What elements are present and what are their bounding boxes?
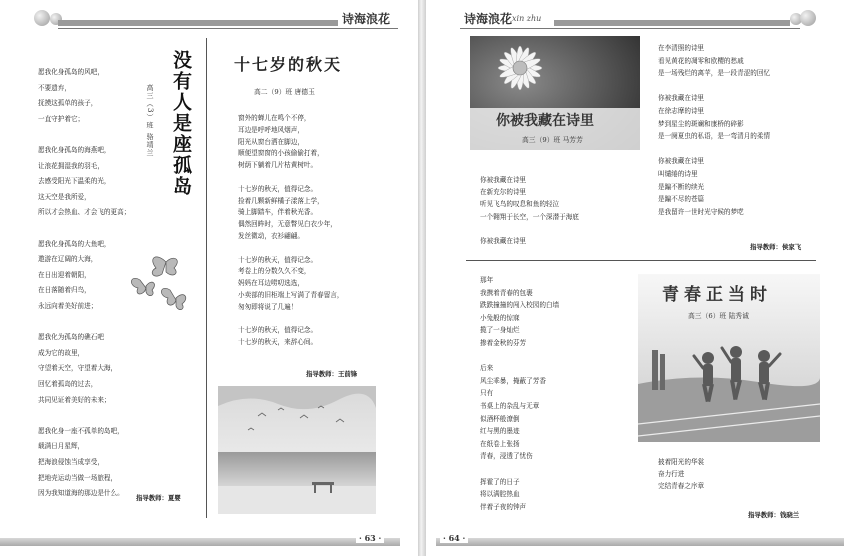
header-subtitle-right: xin zhu: [512, 14, 542, 23]
poem-line: 让浪花拥湿我的羽毛，: [38, 161, 104, 170]
poem-line: 你被我藏在诗里: [480, 176, 527, 184]
poem-line: 挥霍了的日子: [480, 477, 520, 486]
poem-line: 书桌上的杂乱与无章: [480, 402, 540, 410]
poem-line: 发丝微动，衣衫翩翩。: [238, 232, 304, 240]
poem-line: 所以才会热血、才会飞的更高；: [38, 208, 131, 217]
page-gutter: [418, 0, 426, 556]
poem-line: 愿我化身孤岛的海燕吧，: [38, 146, 111, 154]
header-underline-right: [460, 28, 800, 29]
poem-line: 小兔般的惊寐: [480, 313, 520, 322]
header-underline: [58, 28, 398, 29]
poem-line: 是蹁不断的续光: [658, 182, 705, 191]
poem-line: 你被我藏在诗里: [480, 237, 527, 245]
poem-line: 风尘乖暴，掩蔽了芳香: [480, 376, 546, 385]
poem-line: 是一场残烂的离苹，是一段青涩的回忆: [658, 69, 771, 78]
poem-line: 十七岁的秋天，值得记念。: [238, 326, 318, 335]
daisy-photo: [470, 36, 640, 150]
poem-line: 妈妈在耳边唠叨选选，: [238, 279, 304, 288]
poem-line: 奋力行进: [658, 470, 685, 479]
poem-line: 遨游在辽阔的大海，: [38, 255, 98, 264]
poem-line: 在李清照的诗里: [658, 44, 705, 52]
poem-line: 愿我化为孤岛的礁石吧: [38, 333, 104, 342]
poem-line: 你被我藏在诗里: [658, 157, 705, 166]
poem-line: 青春，浸透了忧伤: [480, 452, 533, 461]
poem-line: 把海浪侵蚀当成享受，: [38, 458, 104, 466]
poem1-title: 没有人是座孤岛: [170, 50, 192, 197]
poem2-credit: 指导教师：王前锋: [306, 370, 358, 378]
butterfly-icon: [126, 252, 192, 314]
poem-line: 阳光从窗台洒在脚边，: [238, 137, 304, 146]
poem-line: 披着阳光的华裳: [658, 458, 705, 466]
poem-line: 去感受阳光下温柔的光，: [38, 177, 111, 186]
left-page: [0, 0, 418, 556]
poem-line: 在纸卷上张扬: [480, 439, 520, 448]
poem3-byline: 高三（9）班 马芳芳: [522, 136, 583, 144]
poem-line: 似酒杯般潦倒: [480, 414, 520, 423]
poem-line: 一直守护着它；: [38, 114, 85, 123]
poem-line: 树荫下躺着几片枯黄树叶。: [238, 161, 318, 170]
poem2-byline: 高二（9）班 唐德玉: [254, 88, 315, 96]
poem-line: 十七岁的秋天，来辞心间。: [238, 338, 318, 347]
footer-page-number-right: · 64 ·: [440, 533, 468, 543]
poem-line: 是我留许一世时光守候的梦呓: [658, 207, 744, 216]
poem-line: 耳边是呼呼地风烟声，: [238, 125, 304, 134]
poem-line: 将以满腔热血: [480, 490, 520, 499]
poem-line: 共同见证着美好的未来；: [38, 395, 111, 404]
poem-line: 揽了一身灿烂: [480, 326, 520, 335]
poem2-title: 十七岁的秋天: [234, 55, 343, 74]
poem-line: 叫缱绻的诗里: [658, 170, 698, 178]
poem-line: 完结青春之序章: [658, 482, 705, 491]
poem-line: 十七岁的秋天，值得记念。: [238, 255, 318, 264]
poem1-credit: 指导教师：夏婴: [136, 494, 181, 502]
poem-line: 抚摸这孤单的孩子，: [38, 99, 98, 108]
poem4-title: 青春正当时: [662, 285, 772, 305]
poem-line: 守望着天空，守望着大海，: [38, 364, 118, 373]
column-divider: [206, 38, 207, 518]
poem3-credit: 指导教师：侯家飞: [750, 243, 802, 251]
poem-line: 红与黑的墨迹: [480, 427, 520, 436]
header-dot-large-right: [800, 10, 816, 26]
poem-line: 梦到星尘的斑斓和康桥的碎影: [658, 119, 744, 128]
poem-line: 十七岁的秋天，值得记念。: [238, 184, 318, 193]
poem-line: 在日出迎着朝阳，: [38, 270, 91, 279]
poem-line: 伴着子夜的钟声: [480, 502, 527, 511]
section-divider: [466, 260, 816, 261]
poem-line: 一个翱翔于长空，一个深潜于海底: [480, 212, 579, 221]
poem-line: 是蹁不尽的苍篇: [658, 195, 705, 204]
poem-line: 愿我化身孤岛的风吧，: [38, 68, 104, 76]
poem-line: 你被我藏在诗里: [658, 94, 705, 103]
poem-line: 匆匆即将说了几遍！: [238, 302, 298, 311]
poem-line: 窗外的蝉儿在鸣个不停，: [238, 114, 311, 122]
poem-line: 小卖部的旧柜端上写满了青春留言，: [238, 291, 344, 299]
poem-line: 骑上脚踏车，伴着秋光香。: [238, 208, 318, 217]
poem-line: 只有: [480, 389, 494, 398]
poem4-credit: 指导教师：钱晓兰: [748, 511, 800, 519]
poem-line: 那年: [480, 276, 494, 284]
poem-line: 愿我化身孤岛的大鱼吧，: [38, 239, 111, 248]
poem-line: 看见黄花的凋零和欧樱的愁戚: [658, 56, 744, 65]
footer-bar-left: [0, 538, 400, 546]
poem-line: 在徐志摩的诗里: [658, 107, 705, 115]
poem4-byline: 高三（6）班 陆秀诚: [688, 312, 749, 320]
poem-line: 掺着金秋的芬芳: [480, 339, 527, 347]
poem-line: 偶然回眸时，无意瞥见白衣少年，: [238, 220, 337, 229]
poem-line: 我携着青春的包裹: [480, 288, 533, 297]
poem1-byline: 高三（3）班 骆靖兰: [146, 84, 154, 157]
sea-bench-illustration: [218, 386, 376, 514]
poem-line: 考卷上的分数久久不变，: [238, 267, 311, 276]
poem-line: 在新充尔的诗里: [480, 188, 527, 197]
poem-line: 把地壳运动当做一场旅程，: [38, 473, 118, 482]
poem-line: 这天空是我所爱，: [38, 192, 91, 201]
header-bar-right: [554, 20, 790, 26]
poem-line: 成为它的故里，: [38, 348, 85, 357]
poem-line: 后来: [480, 364, 494, 373]
poem3-title: 你被我藏在诗里: [496, 113, 594, 129]
right-page: [426, 0, 844, 556]
poem-line: 因为我知道海的那边是什么。: [38, 489, 124, 498]
header-dot-large: [34, 10, 50, 26]
header-title-right: 诗海浪花: [460, 10, 516, 27]
poem-line: 跌跌撞撞的闯入校园的白墙: [480, 301, 560, 310]
poem-line: 愿我化身一座不孤单的岛吧，: [38, 426, 124, 435]
poem-line: 捡着几颗新鲜橘子漾落上学，: [238, 196, 324, 205]
poem-line: 永远向着美好前进；: [38, 302, 98, 310]
poem-line: 回忆着孤岛的过去，: [38, 380, 98, 388]
footer-page-number-left: · 63 ·: [356, 533, 384, 543]
poem-line: 听见飞鸟的叹息和鱼的轻泣: [480, 200, 560, 209]
poem-line: 是一阕夏虫的私语，是一弯清月的柔情: [658, 132, 771, 141]
poem-line: 不要遗弃，: [38, 83, 71, 92]
header-title-left: 诗海浪花: [338, 10, 394, 27]
poem-line: 在日落随着归鸟，: [38, 286, 91, 295]
poem-line: 载满日月星辉，: [38, 442, 85, 451]
footer-bar-right: [436, 538, 844, 546]
header-bar: [58, 20, 358, 26]
poem-line: 顺便望窗窗的小孩偷偷打着，: [238, 149, 324, 158]
